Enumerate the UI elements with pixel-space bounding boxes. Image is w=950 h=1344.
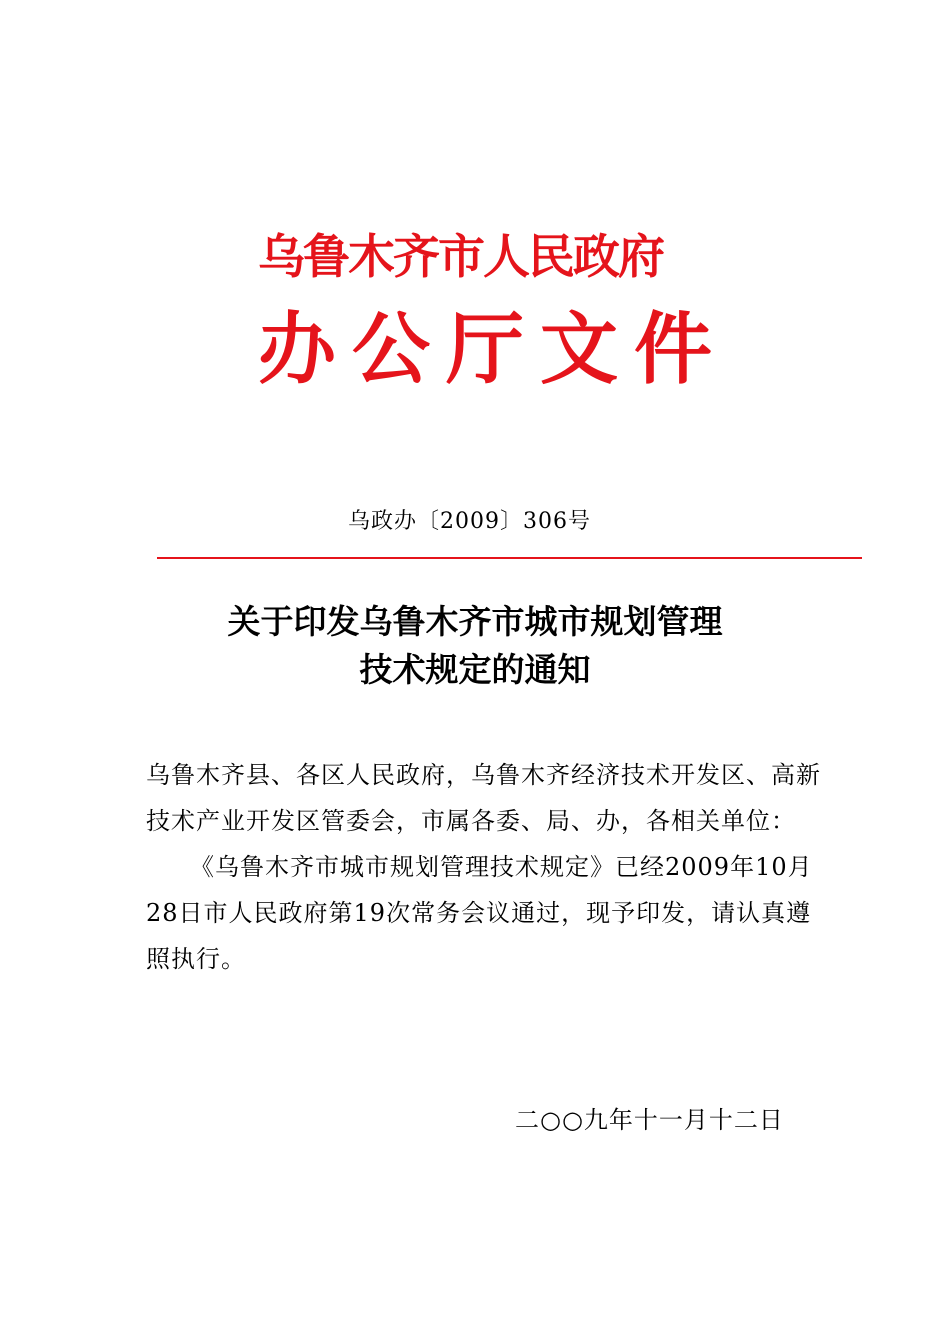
red-divider-line — [157, 557, 862, 559]
paragraph-line-3: 照执行。 — [146, 945, 246, 973]
title-line-2: 技术规定的通知 — [359, 650, 591, 689]
recipients-line-1: 乌鲁木齐县、各区人民政府，乌鲁木齐经济技术开发区、高新 — [146, 761, 821, 789]
paragraph-line-1: 《乌鲁木齐市城市规划管理技术规定》已经2009年10月 — [190, 853, 813, 881]
recipients-line-2: 技术产业开发区管委会，市属各委、局、办，各相关单位： — [146, 807, 796, 835]
title-line-1: 关于印发乌鲁木齐市城市规划管理 — [227, 602, 723, 641]
issuer-heading: 乌鲁木齐市人民政府 — [258, 230, 663, 285]
document-title — [160, 598, 790, 694]
issue-date: 二○○九年十一月十二日 — [515, 1106, 784, 1134]
doc-type-heading: 办公厅文件 — [258, 304, 729, 395]
document-body — [146, 752, 821, 982]
document-number: 乌政办〔2009〕306号 — [348, 509, 591, 534]
paragraph-line-2: 28日市人民政府第19次常务会议通过，现予印发，请认真遵 — [146, 899, 812, 927]
